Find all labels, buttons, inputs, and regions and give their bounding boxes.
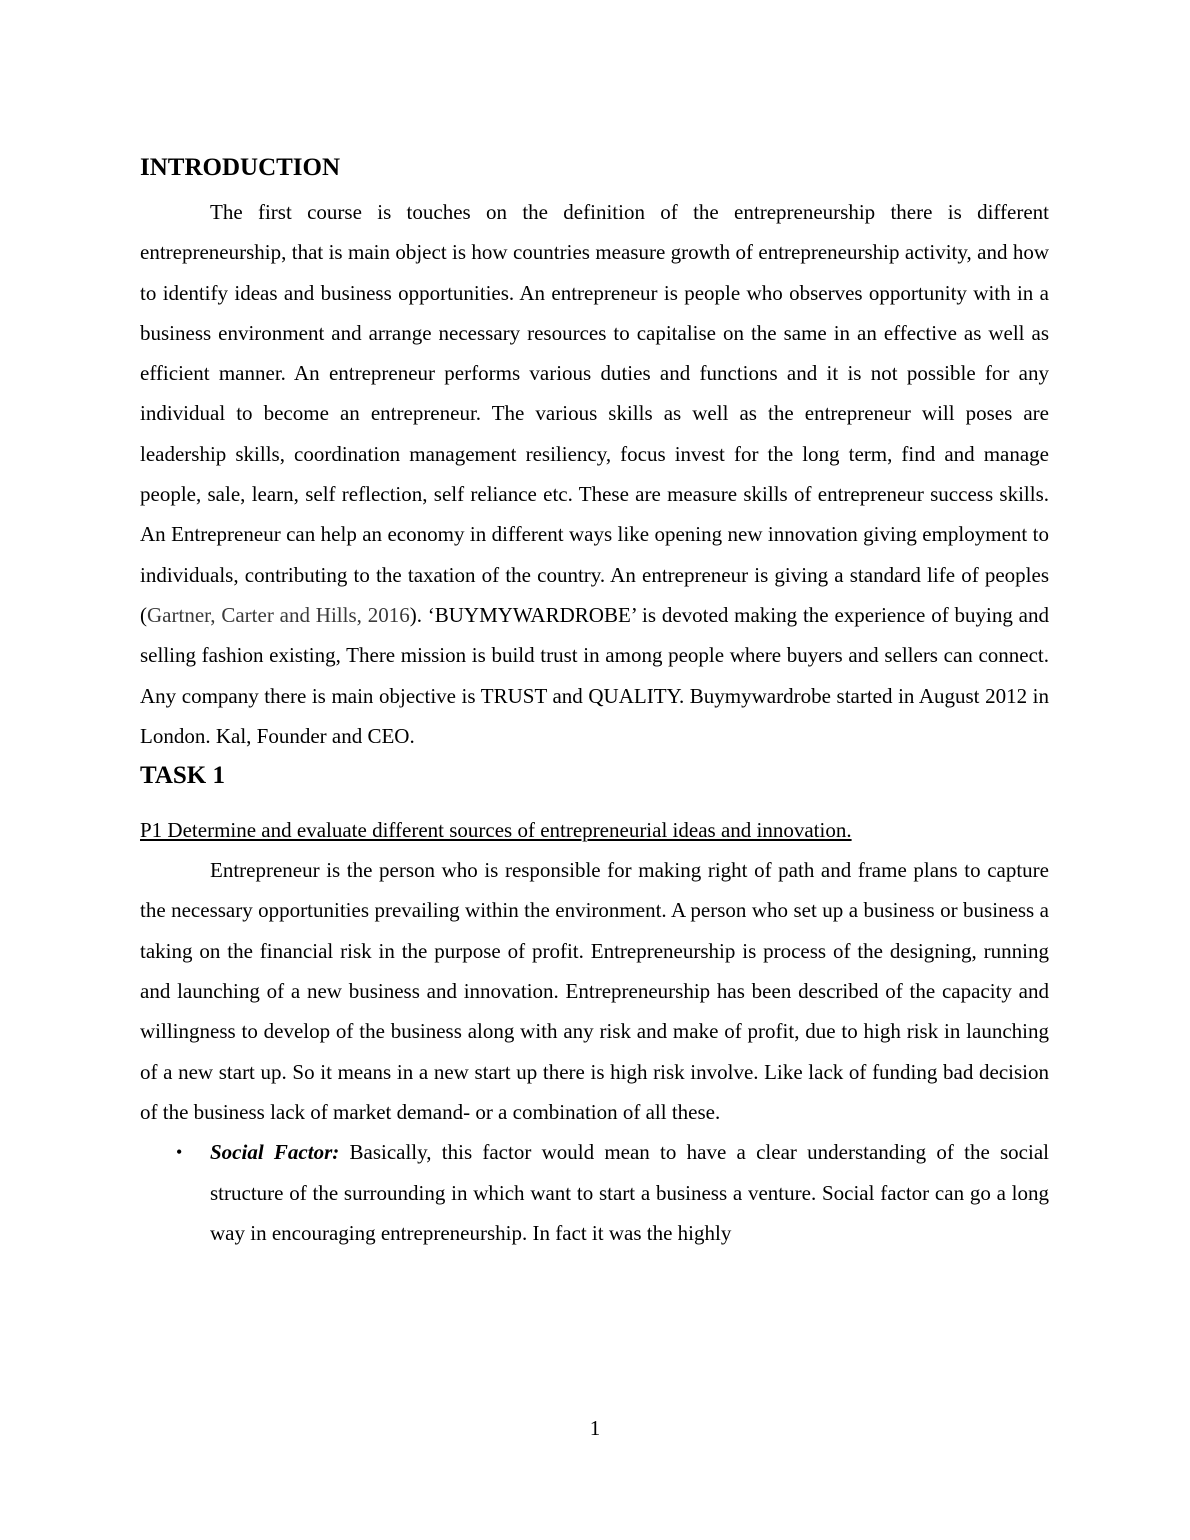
page-content xyxy=(140,148,1049,1253)
bullet-icon: • xyxy=(176,1142,183,1163)
bullet-term: Social Factor: xyxy=(210,1140,340,1165)
introduction-paragraph xyxy=(140,192,1049,756)
introduction-heading: INTRODUCTION xyxy=(140,154,341,181)
page-number: 1 xyxy=(589,1416,601,1440)
bullet-list xyxy=(140,1132,1049,1253)
citation: Gartner, Carter and Hills, 2016 xyxy=(147,602,410,627)
task1-subheading: P1 Determine and evaluate different sources of entrepreneurial ideas and innovation. xyxy=(140,818,852,843)
introduction-text-part1: The first course is touches on the definition of the entrepreneurship there is different entrepreneurship, that is main object is how countries measure growth of entrepreneurship activity, and how to identify ideas and business opportunities. An entrepreneur is people who observes opportunity with in a business environment and arrange necessary resources to capitalise on the same in an effective as well as efficient manner. An entrepreneur performs various duties and functions and it is not possible for any individual to become an entrepreneur. The various skills as well as the entrepreneur will poses are leadership skills, coordination management resiliency, focus invest for the long term, find and manage people, sale, learn, self reflection, self reliance etc. These are measure skills of entrepreneur success skills. An Entrepreneur can help an economy in different ways like opening new innovation giving employment to individuals, contributing to the taxation of the country. An entrepreneur is giving a standard life of peoples ( xyxy=(140,200,1049,627)
introduction-text-part2: ). ‘BUYMYWARDROBE’ is devoted making the experience of buying and selling fashion existing, There mission is build trust in among people where buyers and sellers can connect. Any company there is main objective is TRUST and QUALITY. Buymywardrobe started in August 2012 in London. Kal, Founder and CEO. xyxy=(140,602,1049,748)
bullet-text: Basically, this factor would mean to have a clear understanding of the social structure of the surrounding in which want to start a business a venture. Social factor can go a long way in encouraging entrepreneurship. In fact it was the highly xyxy=(210,1140,1049,1245)
bullet-item-social-factor xyxy=(140,1132,1049,1253)
task1-paragraph: Entrepreneur is the person who is responsible for making right of path and frame plans to capture the necessary opportunities prevailing within the environment. A person who set up a business or business a taking on the financial risk in the purpose of profit. Entrepreneurship is process of the designing, running and launching of a new business and innovation. Entrepreneurship has been described of the capacity and willingness to develop of the business along with any risk and make of profit, due to high risk in launching of a new start up. So it means in a new start up there is high risk involve. Like lack of funding bad decision of the business lack of market demand- or a combination of all these. xyxy=(140,858,1049,1124)
task1-heading: TASK 1 xyxy=(140,762,225,790)
